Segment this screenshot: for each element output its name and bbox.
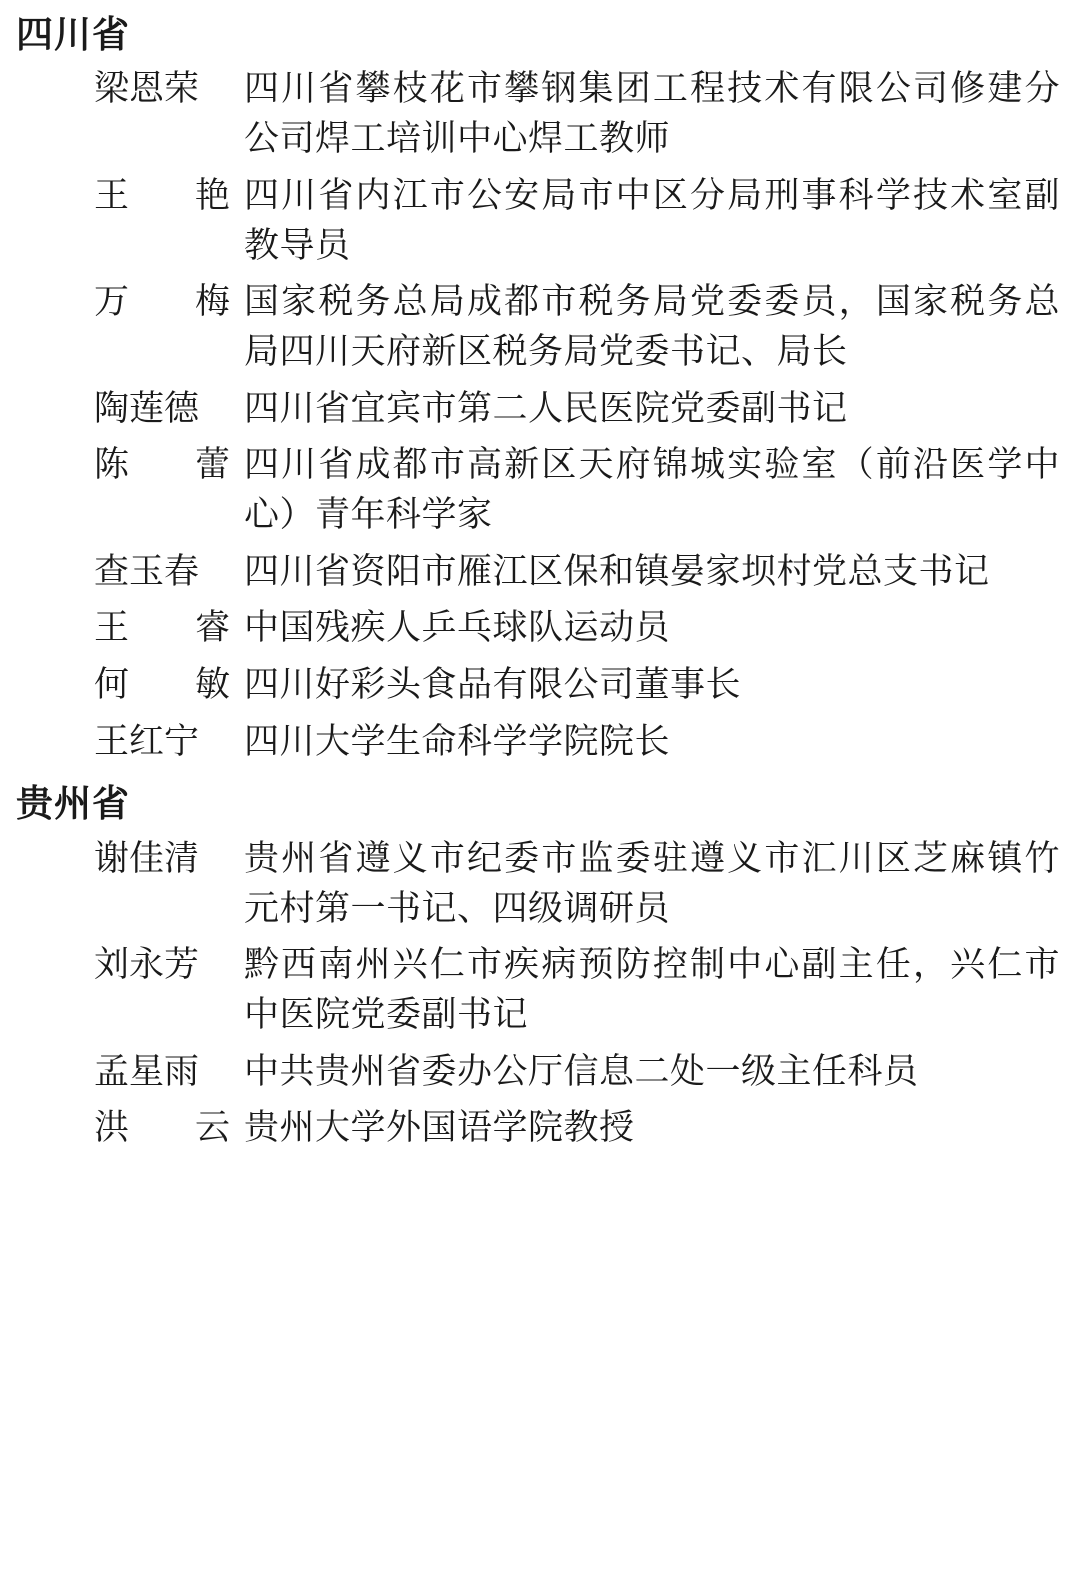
list-item [14, 718, 1066, 768]
entry-name: 陶莲德 [94, 388, 200, 429]
list-item [14, 441, 1066, 540]
list-item [14, 385, 1066, 435]
entry-name: 万 梅 [94, 282, 230, 323]
list-item [14, 1048, 1066, 1098]
entry-description: 中国残疾人乒乓球队运动员 [244, 608, 671, 649]
list-item [14, 661, 1066, 711]
section-heading-guizhou: 贵州省 [16, 782, 130, 826]
entry-name: 王 睿 [94, 608, 230, 649]
entry-description: 四川省成都市高新区天府锦城实验室（前沿医学中心）青年科学家 [244, 445, 1060, 535]
entry-name: 谢佳清 [94, 838, 200, 879]
entry-description: 四川省宜宾市第二人民医院党委副书记 [244, 388, 848, 429]
entry-name: 王红宁 [94, 721, 200, 762]
entry-name: 孟星雨 [94, 1051, 200, 1092]
entry-description: 四川省资阳市雁江区保和镇晏家坝村党总支书记 [244, 551, 990, 592]
entry-name: 何 敏 [94, 665, 230, 705]
list-item [14, 278, 1066, 377]
entry-name: 陈 蕾 [94, 445, 230, 486]
entry-name: 刘永芳 [94, 945, 200, 986]
list-item [14, 1104, 1066, 1154]
list-item [14, 65, 1066, 164]
entry-description: 黔西南州兴仁市疾病预防控制中心副主任，兴仁市中医院党委副书记 [244, 945, 1060, 1035]
list-item [14, 941, 1066, 1040]
entry-description: 四川省攀枝花市攀钢集团工程技术有限公司修建分公司焊工培训中心焊工教师 [244, 69, 1060, 160]
section-heading-sichuan: 四川省 [16, 13, 130, 56]
list-item [14, 835, 1066, 934]
entry-name: 洪 云 [94, 1108, 230, 1149]
entry-description: 贵州省遵义市纪委市监委驻遵义市汇川区芝麻镇竹元村第一书记、四级调研员 [244, 838, 1060, 929]
entry-description: 贵州大学外国语学院教授 [244, 1108, 635, 1149]
entry-name: 王 艳 [94, 175, 230, 216]
list-item [14, 548, 1066, 598]
entry-description: 国家税务总局成都市税务局党委委员，国家税务总局四川天府新区税务局党委书记、局长 [244, 282, 1060, 372]
entry-description: 四川好彩头食品有限公司董事长 [244, 665, 742, 705]
entry-description: 中共贵州省委办公厅信息二处一级主任科员 [244, 1051, 919, 1092]
entry-name: 查玉春 [94, 551, 200, 592]
list-item [14, 172, 1066, 271]
entry-description: 四川大学生命科学学院院长 [244, 721, 671, 762]
entry-name: 梁恩荣 [94, 69, 200, 110]
list-item [14, 604, 1066, 654]
entry-description: 四川省内江市公安局市中区分局刑事科学技术室副教导员 [244, 175, 1060, 266]
